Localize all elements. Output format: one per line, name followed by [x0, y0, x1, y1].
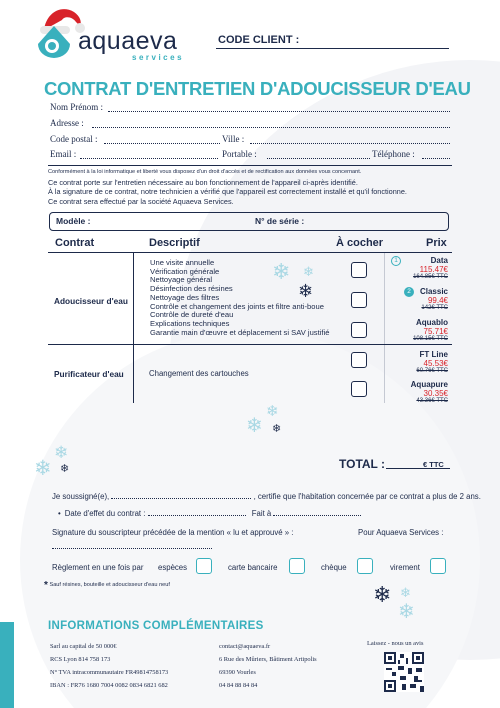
snowflake-icon: ❄ — [398, 601, 415, 623]
certify-prefix: Je soussigné(e), — [52, 492, 110, 501]
badge-1-icon: 1 — [391, 256, 401, 266]
certify-suffix: , certifie que l'habitation concernée par ce contrat a plus de 2 ans. — [253, 492, 481, 501]
checkbox-aquapure[interactable] — [351, 381, 367, 397]
price-name: Classic — [419, 287, 448, 296]
footnote-text: Sauf résines, bouteille et adoucisseur d'eau neuf — [49, 582, 170, 588]
address-label: Adresse : — [50, 118, 84, 128]
list-item: Explications techniques — [150, 318, 230, 328]
list-item: Garantie main d'œuvre et déplacement si SAV justifié — [150, 327, 330, 337]
address-field[interactable] — [50, 118, 450, 131]
snowflake-icon: ❄ — [34, 457, 52, 480]
name-field[interactable] — [50, 102, 450, 115]
logo — [32, 4, 207, 62]
payment-option-transfer-label: virement — [390, 563, 420, 572]
total-label: TOTAL : — [339, 457, 385, 471]
col-header-contract: Contrat — [55, 237, 95, 249]
payment-option-cash-checkbox[interactable] — [196, 558, 212, 574]
list-item: Contrôle de dureté d'eau — [150, 310, 234, 320]
divider-top — [48, 165, 452, 166]
contact-phone: 04 84 88 84 84 — [219, 682, 258, 689]
city-field[interactable] — [222, 134, 450, 147]
contact-email[interactable]: contact@aquaeva.fr — [219, 643, 271, 650]
col-header-price: Prix — [426, 237, 447, 249]
phone-label: Téléphone : — [372, 149, 415, 159]
price-old: 60.76€ TTC — [416, 368, 448, 374]
table-header-line — [48, 252, 452, 253]
email-field[interactable] — [50, 149, 218, 162]
date-line[interactable]: • Date d'effet du contrat : Fait à — [58, 509, 388, 518]
info-capital: Sarl au capital de 50 000€ — [50, 643, 117, 650]
price-aquapure — [388, 380, 448, 404]
payment-option-cash-label: espèces — [158, 563, 188, 572]
price-value: 45.53€ — [423, 359, 448, 368]
snowflake-icon: ❄ — [373, 582, 392, 607]
price-name: Aquablo — [416, 318, 448, 327]
list-item: Nettoyage général — [150, 275, 213, 285]
info-vat: N° TVA intracommunautaire FR49814758173 — [50, 669, 169, 676]
col-separator-1 — [133, 253, 134, 403]
contact-address: 6 Rue des Mûriers, Bâtiment Artipolis — [219, 656, 317, 663]
price-data — [388, 256, 448, 280]
row-purifier-label: Purificateur d'eau — [54, 369, 124, 379]
snowflake-icon: ❄ — [54, 443, 69, 462]
price-value: 99.4€ — [427, 296, 448, 305]
info-col-company — [50, 640, 168, 692]
water-drop-icon — [34, 24, 74, 60]
price-value: 30.35€ — [423, 389, 448, 398]
badge-2-icon: 2 — [404, 287, 414, 297]
info-col-contact — [219, 640, 317, 692]
price-name: Aquapure — [410, 380, 448, 389]
contact-city: 69390 Vourles — [219, 669, 256, 676]
page-title: CONTRAT D'ENTRETIEN D'ADOUCISSEUR D'EAU — [44, 78, 471, 99]
notice-block — [48, 168, 458, 206]
left-accent-bar — [0, 622, 14, 708]
client-code-field[interactable] — [216, 48, 449, 49]
price-old: 108.15€ TTC — [413, 336, 448, 342]
payment-option-cheque-label: chèque — [321, 563, 347, 572]
payment-option-cheque-checkbox[interactable] — [357, 558, 373, 574]
snowflake-icon: ❄ — [60, 463, 70, 475]
row-softener-label: Adoucisseur d'eau — [54, 296, 128, 306]
phone-field[interactable] — [372, 149, 450, 162]
checkbox-data[interactable] — [351, 262, 367, 278]
postal-label: Code postal : — [50, 134, 98, 144]
notice-company: Ce contrat sera effectué par la société Aquaeva Services. — [48, 196, 234, 206]
date-label: Date d'effet du contrat : — [64, 509, 146, 518]
price-value: 75.71€ — [423, 327, 448, 336]
snowflake-icon: ❄ — [272, 259, 291, 284]
mobile-field[interactable] — [222, 149, 370, 162]
list-item: Désinfection des résines — [150, 284, 233, 294]
price-name: FT Line — [419, 350, 448, 359]
done-at-label: Fait à — [251, 509, 272, 518]
footnote-star: * — [44, 580, 48, 591]
checkbox-classic[interactable] — [351, 292, 367, 308]
review-label: Laissez - nous un avis — [367, 640, 424, 647]
price-value: 115.47€ — [419, 265, 448, 274]
payment-option-transfer-checkbox[interactable] — [430, 558, 446, 574]
list-item: Vérification générale — [150, 266, 220, 276]
logo-subtitle: services — [132, 53, 185, 62]
model-label: Modèle : — [56, 216, 91, 226]
snowflake-icon: ❄ — [246, 415, 263, 437]
info-iban: IBAN : FR76 1680 7004 0082 0834 6821 682 — [50, 682, 168, 689]
info-rcs: RCS Lyon 814 758 173 — [50, 656, 111, 663]
notice-scope: Ce contrat porte sur l'entretien nécessaire au bon fonctionnement de l'appareil ci-après identifié. — [48, 177, 358, 187]
info-title: INFORMATIONS COMPLÉMENTAIRES — [48, 620, 264, 632]
snowflake-icon: ❄ — [266, 403, 279, 420]
payment-option-card-checkbox[interactable] — [289, 558, 305, 574]
col-separator-2 — [384, 253, 385, 403]
qr-code-icon[interactable] — [384, 652, 424, 692]
snowflake-icon: ❄ — [400, 585, 411, 600]
logo-brand: aquaeva — [78, 27, 178, 55]
price-classic — [388, 287, 448, 311]
payment-label: Règlement en une fois par — [52, 563, 144, 572]
checkbox-ftline[interactable] — [351, 352, 367, 368]
company-signature-label: Pour Aquaeva Services : — [358, 528, 444, 537]
col-header-check: À cocher — [336, 237, 384, 249]
notice-check: À la signature de ce contrat, notre technicien a vérifié que l'appareil est correctement installé et qu'il fonctionne. — [48, 187, 407, 196]
list-item: Nettoyage des filtres — [150, 292, 220, 302]
total-unit: € TTC — [423, 460, 444, 469]
signature-label: Signature du souscripteur précédée de la mention « lu et approuvé » : — [52, 528, 294, 537]
list-item: Contrôle et changement des joints et filtre anti-boue — [150, 301, 324, 311]
name-label: Nom Prénom : — [50, 102, 103, 112]
price-aquablo — [388, 318, 448, 342]
snowflake-icon: ❄ — [298, 281, 314, 301]
col-header-description: Descriptif — [149, 237, 200, 249]
serial-label: N° de série : — [255, 216, 305, 226]
email-label: Email : — [50, 149, 77, 159]
price-old: 142€ TTC — [421, 305, 448, 311]
table-row-divider — [48, 344, 452, 345]
footnote — [44, 580, 170, 591]
postal-field[interactable] — [50, 134, 220, 147]
price-old: 164.85€ TTC — [413, 274, 448, 280]
snowflake-icon: ❄ — [272, 423, 282, 435]
price-name: Data — [430, 256, 448, 265]
mobile-label: Portable : — [222, 149, 257, 159]
client-code-label: CODE CLIENT : — [218, 34, 300, 46]
list-item: Une visite annuelle — [150, 258, 215, 267]
price-ftline — [388, 350, 448, 374]
notice-gdpr: Conformément à la loi informatique et liberté vous disposez d'un droit d'accès et de rectification aux données vous concernant. — [48, 169, 362, 175]
snowflake-icon: ❄ — [303, 264, 314, 279]
model-box[interactable] — [49, 212, 449, 231]
row-purifier-description: Changement des cartouches — [149, 369, 249, 378]
checkbox-aquablo[interactable] — [351, 322, 367, 338]
payment-option-card-label: carte bancaire — [228, 563, 278, 572]
signature-field[interactable] — [52, 548, 212, 549]
certify-line[interactable] — [52, 492, 481, 501]
price-old: 43.36€ TTC — [416, 398, 448, 404]
city-label: Ville : — [222, 134, 245, 144]
